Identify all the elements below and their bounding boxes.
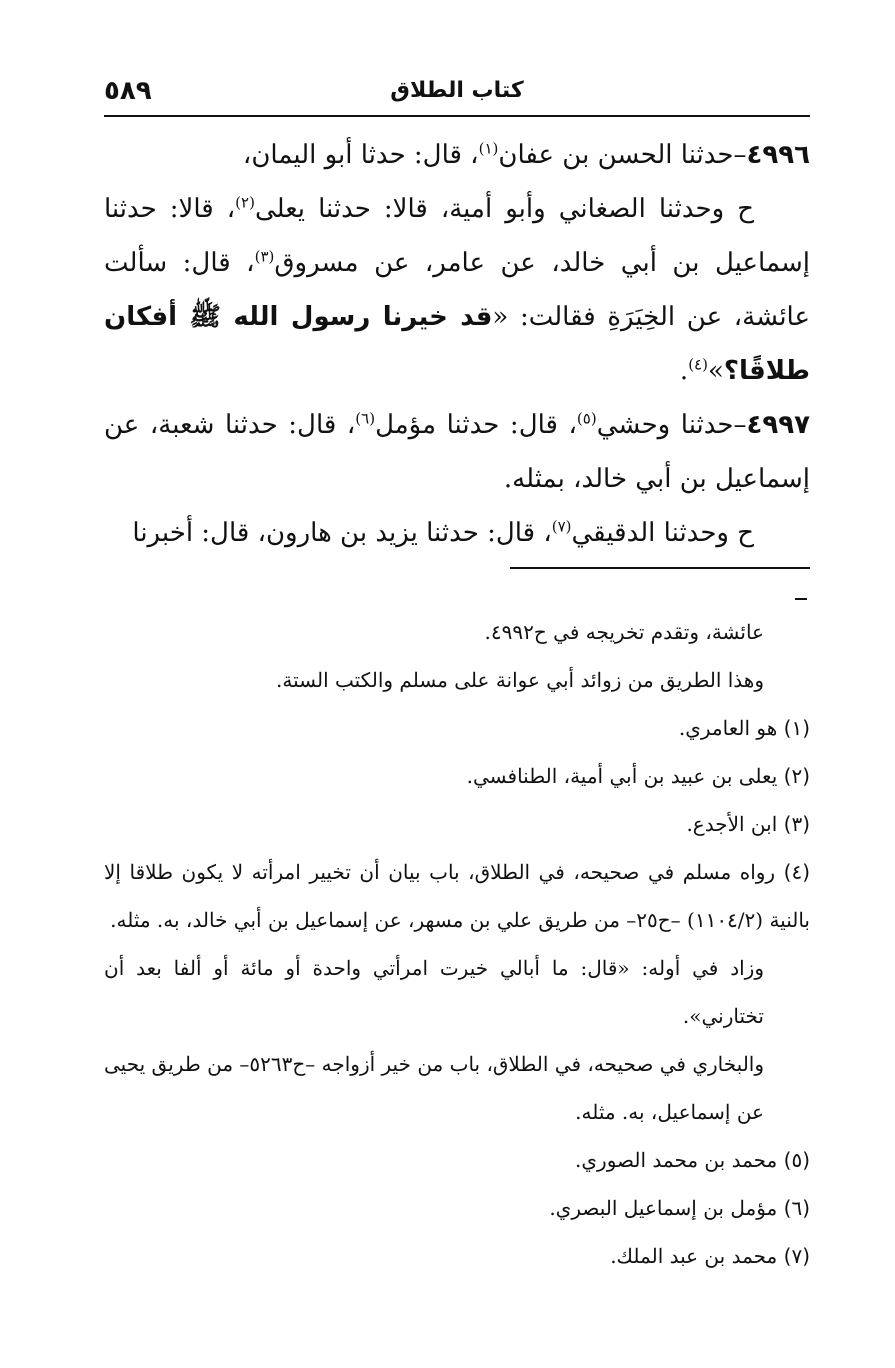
hadith-quote: قد خيرنا رسول الله ﷺ أفكان طلاقًا؟ <box>104 302 810 386</box>
footnote-4 <box>104 848 810 944</box>
footnote-divider <box>510 567 810 569</box>
footnote-text: يعلى بن عبيد بن أبي أمية، الطنافسي. <box>466 764 778 788</box>
footnote-7 <box>104 1232 810 1280</box>
hadith-4996 <box>104 128 810 182</box>
footnote-ref-1: (١) <box>478 139 499 158</box>
header-divider <box>104 115 810 117</box>
footnote-text: رواه مسلم في صحيحه، في الطلاق، باب بيان أن تخيير امرأته لا يكون طلاقا إلا بالنية (١١٠٤/٢) –ح٢٥– من طريق علي بن مسهر، عن إسماعيل بن أبي خالد، به. مثله. <box>104 860 810 932</box>
hadith-text: ، قال: سألت عائشة، عن الخِيَرَةِ فقالت: « <box>104 248 810 332</box>
footnote-text: محمد بن محمد الصوري. <box>575 1148 778 1172</box>
footnote-continuation: وهذا الطريق من زوائد أبي عوانة على مسلم والكتب الستة. <box>276 668 764 692</box>
hadith-4997 <box>104 398 810 506</box>
footnote-ref-3: (٣) <box>254 247 275 266</box>
book-title: كتاب الطلاق <box>390 78 524 103</box>
footnote-4-addition: وزاد في أوله: «قال: ما أبالي خيرت امرأتي واحدة أو مائة أو ألفا بعد أن تختارني». <box>104 956 764 1028</box>
footnote-number: (٣) <box>783 812 810 836</box>
footnote-ref-7: (٧) <box>551 517 572 536</box>
footnote-2 <box>104 752 810 800</box>
hadith-text: ، قال: حدثا أبو اليمان، <box>242 140 479 170</box>
hadith-number: ٤٩٩٦ <box>746 140 810 170</box>
footnote-4-bukhari: والبخاري في صحيحه، في الطلاق، باب من خير أزواجه –ح٥٢٦٣– من طريق يحيى عن إسماعيل، به. مثله. <box>104 1052 764 1124</box>
footnote-5 <box>104 1136 810 1184</box>
running-head <box>104 72 810 112</box>
footnote-continuation: عائشة، وتقدم تخريجه في ح٤٩٩٢. <box>484 620 764 644</box>
footnotes <box>104 608 810 1280</box>
footnote-text: محمد بن عبد الملك. <box>610 1244 778 1268</box>
footnote-number: (٢) <box>783 764 810 788</box>
hadith-text: . <box>679 356 689 386</box>
hadith-text: ح وحدثنا الدقيقي <box>571 518 754 548</box>
footnote-3 <box>104 800 810 848</box>
footnote-1 <box>104 704 810 752</box>
hadith-4996-chain <box>104 182 810 398</box>
hadith-text: ، قال: حدثنا مؤمل <box>375 410 577 440</box>
footnote-text: مؤمل بن إسماعيل البصري. <box>549 1196 778 1220</box>
footnote-text: هو العامري. <box>678 716 778 740</box>
page-number: ٥٨٩ <box>104 76 152 106</box>
main-text <box>104 128 810 560</box>
hadith-4997-chain <box>104 506 810 560</box>
hadith-text: ، قالا: حدثنا إسماعيل بن أبي خالد، عن عامر، عن مسروق <box>104 194 810 278</box>
hadith-text: » <box>707 356 724 386</box>
hadith-text: ح وحدثنا الصغاني وأبو أمية، قالا: حدثنا يعلى <box>254 194 754 224</box>
footnote-ref-6: (٦) <box>355 409 376 428</box>
hadith-text: ، قال: حدثنا يزيد بن هارون، قال: أخبرنا <box>132 518 552 548</box>
footnote-ref-5: (٥) <box>576 409 597 428</box>
hadith-number: ٤٩٩٧ <box>746 410 810 440</box>
hadith-text: ، قال: حدثنا شعبة، عن إسماعيل بن أبي خالد، بمثله. <box>104 410 810 494</box>
footnote-6 <box>104 1184 810 1232</box>
footnote-number: (١) <box>783 716 810 740</box>
footnote-number: (٥) <box>783 1148 810 1172</box>
footnote-number: (٧) <box>783 1244 810 1268</box>
hadith-text: –حدثنا وحشي <box>596 410 747 440</box>
footnote-ref-4: (٤) <box>688 355 708 374</box>
continuation-dash <box>795 598 807 600</box>
hadith-text: –حدثنا الحسن بن عفان <box>498 140 747 170</box>
footnote-text: ابن الأجدع. <box>686 812 778 836</box>
footnote-number: (٦) <box>783 1196 810 1220</box>
footnote-number: (٤) <box>783 860 811 884</box>
footnote-ref-2: (٢) <box>235 193 255 212</box>
